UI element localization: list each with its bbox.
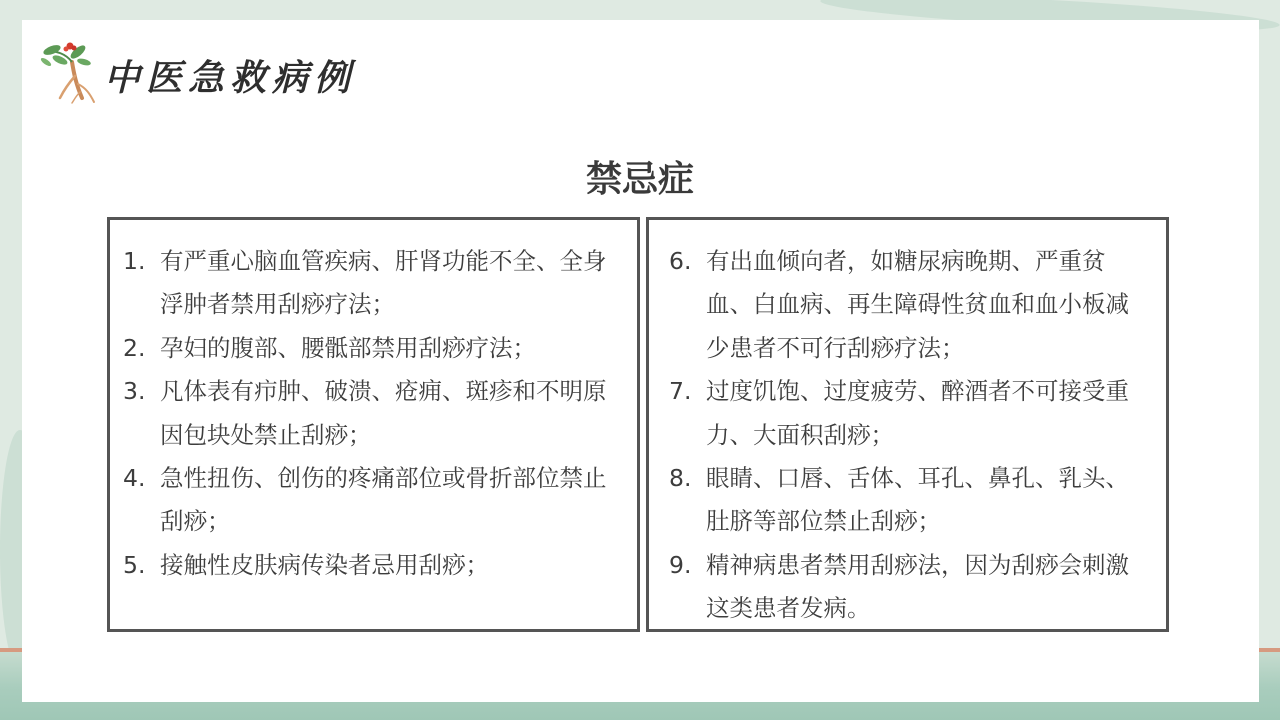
item-text: 过度饥饱、过度疲劳、醉酒者不可接受重力、大面积刮痧； — [706, 377, 1129, 449]
list-item — [669, 544, 1152, 631]
item-number: 9. — [669, 550, 692, 579]
item-number: 3. — [123, 377, 146, 406]
page-title: 禁忌症 — [585, 159, 694, 200]
item-text: 凡体表有疖肿、破溃、疮痈、斑疹和不明原因包块处禁止刮痧； — [160, 377, 607, 449]
item-text: 接触性皮肤病传染者忌用刮痧； — [160, 550, 489, 579]
contraindications-box-left — [107, 217, 640, 632]
ginseng-root-icon — [38, 40, 104, 104]
contraindications-box-right — [646, 217, 1169, 632]
item-text: 有严重心脑血管疾病、肝肾功能不全、全身浮肿者禁用刮痧疗法； — [160, 247, 607, 319]
contraindications-list-left — [110, 220, 637, 587]
list-item — [669, 457, 1152, 544]
list-item — [123, 327, 623, 370]
item-number: 7. — [669, 377, 692, 406]
item-number: 6. — [669, 247, 692, 275]
item-text: 急性扭伤、创伤的疼痛部位或骨折部位禁止刮痧； — [160, 464, 607, 536]
item-number: 8. — [669, 464, 692, 493]
item-text: 眼睛、口唇、舌体、耳孔、鼻孔、乳头、肚脐等部位禁止刮痧； — [706, 464, 1129, 536]
item-text: 有出血倾向者，如糖尿病晚期、严重贫血、白血病、再生障碍性贫血和血小板减少患者不可行刮痧疗法； — [706, 247, 1129, 362]
list-item — [123, 240, 623, 327]
item-number: 4. — [123, 464, 146, 493]
brand-title: 中医急救病例 — [104, 57, 357, 99]
brand-logo — [38, 40, 357, 104]
list-item — [123, 544, 623, 587]
list-item — [123, 370, 623, 457]
list-item — [669, 370, 1152, 457]
item-number: 2. — [123, 333, 146, 362]
item-text: 精神病患者禁用刮痧法，因为刮痧会刺激这类患者发病。 — [706, 550, 1129, 623]
list-item — [669, 240, 1152, 370]
item-number: 5. — [123, 550, 146, 579]
contraindications-list-right — [649, 220, 1166, 631]
item-text: 孕妇的腹部、腰骶部禁用刮痧疗法； — [160, 333, 536, 362]
list-item — [123, 457, 623, 544]
item-number: 1. — [123, 247, 146, 275]
